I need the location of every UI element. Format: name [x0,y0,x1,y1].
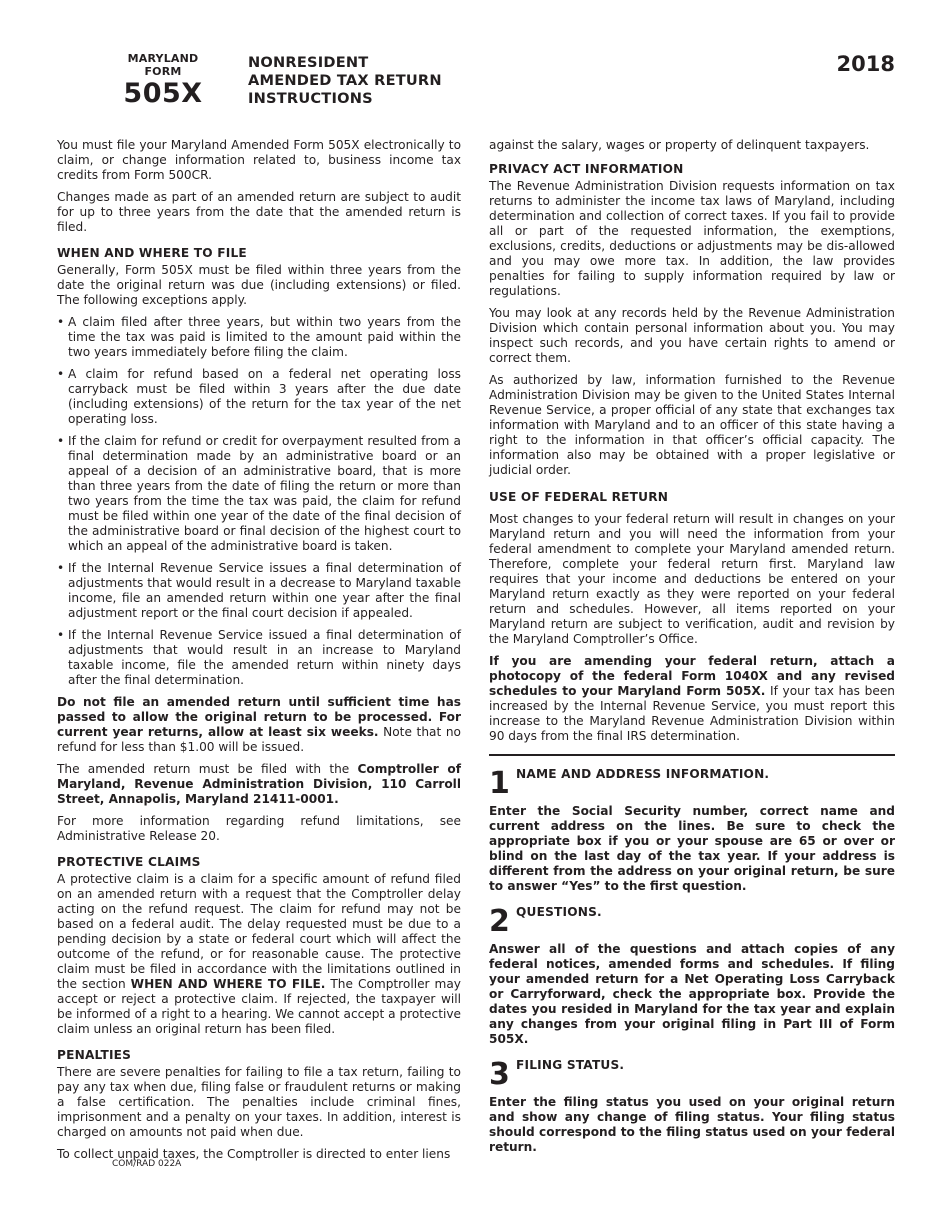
state-label: MARYLAND [127,52,199,65]
protective-claims-text: A protective claim is a claim for a specific amount of refund filed on an amended return with a request that the Comptroller delay acting on the refund request. The claim for refund may not be based on a federal audit. The delay requested must be due to a pending decision by a state or federal court which will affect the outcome of the refund, or for reasonable cause. The protective claim must be filed in accordance with the limitations outlined in the section [57,872,461,991]
federal-return-heading: USE OF FEDERAL RETURN [489,490,669,504]
exception-bullet [57,367,461,427]
intro-paragraph: You must file your Maryland Amended Form 505X electronically to claim, or change information related to, business income tax credits from Form 500CR. [57,138,461,182]
filing-address-intro: The amended return must be filed with the [57,762,358,776]
protective-claims-heading: PROTECTIVE CLAIMS [57,855,201,869]
audit-paragraph: Changes made as part of an amended return are subject to audit for up to three years from the date that the amended return is filed. [57,190,461,234]
section-reference: WHEN AND WHERE TO FILE. [130,977,326,991]
section-title: NAME AND ADDRESS INFORMATION. [516,767,770,781]
privacy-paragraph: You may look at any records held by the Revenue Administration Division which contain personal information about you. You may inspect such records, and you have certain rights to amend or correct them. [489,306,895,365]
bullet-text: A claim for refund based on a federal net operating loss carryback must be filed within 3 years after the due date (including extensions) of the return for the tax year of the net operating loss. [68,367,461,426]
more-info-paragraph: For more information regarding refund limitations, see Administrative Release 20. [57,814,461,843]
bullet-mark: • [57,367,65,381]
federal-amend-paragraph [489,654,895,744]
section-number: 1 [489,766,510,801]
line-instruction-section [489,766,895,894]
tax-year: 2018 [836,52,895,76]
privacy-paragraph: The Revenue Administration Division requests information on tax returns to administer the income tax laws of Maryland, including determination and collection of correct taxes. If you fail to provide all or part of the requested information, the exemptions, exclusions, credits, deductions or adjustments may be dis-allowed and you may owe more tax. In addition, the law provides penalties for failing to supply information required by law or regulations. [489,179,895,298]
section-text: Enter the Social Security number, correct name and current address on the lines. Be sure to check the appropriate box if you or your spouse are 65 or over or blind on the last day of the tax year. If your address is different from the address on your original return, be sure to answer “Yes” to the first question. [489,804,895,893]
filing-address-paragraph [57,762,461,807]
line-instruction-section [489,904,895,1047]
exception-bullet [57,628,461,688]
right-column [489,138,895,1165]
penalties-paragraph: There are severe penalties for failing to file a tax return, failing to pay any tax when due, filing false or fraudulent returns or making a false certification. The penalties include criminal fines, imprisonment and a penalty on your taxes. In addition, interest is charged on amounts not paid when due. [57,1065,461,1139]
bullet-text: If the Internal Revenue Service issued a final determination of adjustments that would result in an increase to Maryland taxable income, file the amended return within ninety days after the final determination. [68,628,461,687]
bullet-text: A claim filed after three years, but within two years from the time the tax was paid is limited to the amount paid within the two years immediately before filing the claim. [68,315,461,359]
exception-bullet [57,434,461,554]
processing-time-paragraph [57,695,461,755]
document-title [248,54,442,108]
when-where-paragraph: Generally, Form 505X must be filed within three years from the date the original return was due (including extensions) or filed. The following exceptions apply. [57,263,461,307]
when-where-heading: WHEN AND WHERE TO FILE [57,246,247,260]
bullet-mark: • [57,315,65,329]
title-line: AMENDED TAX RETURN [248,72,442,89]
section-text: Enter the filing status you used on your original return and show any change of filing status. Your filing status should correspond to the filing status used on your federal return. [489,1095,895,1154]
federal-return-paragraph: Most changes to your federal return will result in changes on your Maryland return and you will need the information from your federal amendment to complete your Maryland amended return. Therefore, complete your federal return first. Maryland law requires that your income and deductions be entered on your Maryland return exactly as they were reported on your federal return and schedules. However, all items reported on your Maryland return are subject to verification, audit and revision by the Maryland Comptroller’s Office. [489,512,895,646]
processing-time-bold: Do not file an amended return until sufficient time has passed to allow the original return to be processed. For current year returns, allow at least six weeks. [57,695,461,739]
left-column [57,138,461,1169]
section-header [489,904,895,940]
section-header [489,766,895,802]
section-number: 3 [489,1057,510,1092]
exception-bullet [57,315,461,360]
protective-claims-text-end: The Comptroller may accept or reject a protective claim. If rejected, the taxpayer will be informed of a right to a hearing. We cannot accept a protective claim unless an original return has been filed. [57,977,461,1036]
privacy-heading: PRIVACY ACT INFORMATION [489,162,684,176]
comptroller-address: Comptroller of Maryland, Revenue Administration Division, 110 Carroll Street, Annapolis, Maryland 21411-0001. [57,762,462,806]
penalties-heading: PENALTIES [57,1048,132,1062]
section-divider [489,754,895,756]
title-line: NONRESIDENT [248,54,369,71]
bullet-mark: • [57,628,65,642]
federal-amend-text: If your tax has been increased by the Internal Revenue Service, you must report this increase to the Maryland Revenue Administration Division within 90 days from the final IRS determination. [489,684,895,743]
protective-claims-paragraph [57,872,461,1037]
liens-continued: against the salary, wages or property of delinquent taxpayers. [489,138,870,152]
form-label: FORM [144,65,182,78]
section-title: FILING STATUS. [516,1058,625,1072]
section-header [489,1057,895,1093]
form-identifier [112,52,214,109]
bullet-mark: • [57,561,65,575]
bullet-mark: • [57,434,65,448]
privacy-paragraph: As authorized by law, information furnished to the Revenue Administration Division may be given to the United States Internal Revenue Service, a proper official of any state that exchanges tax information with Maryland and to an officer of this state having a right to the information in that officer’s official capacity. The information also may be obtained with a proper legislative or judicial order. [489,373,895,477]
line-instruction-section [489,1057,895,1155]
title-line: INSTRUCTIONS [248,90,373,107]
minimum-refund-text: Note that no refund for less than $1.00 will be issued. [57,725,461,754]
liens-paragraph: To collect unpaid taxes, the Comptroller is directed to enter liens [57,1147,451,1161]
form-number: 505X [123,78,203,109]
section-number: 2 [489,904,510,939]
federal-amend-bold: If you are amending your federal return, attach a photocopy of the federal Form 1040X and any revised schedules to your Maryland Form 505X. [489,654,895,698]
exception-bullet [57,561,461,621]
bullet-text: If the Internal Revenue Service issues a final determination of adjustments that would result in a decrease to Maryland taxable income, file an amended return within one year after the final adjustment report or the final court decision if appealed. [68,561,461,620]
bullet-text: If the claim for refund or credit for overpayment resulted from a final determination made by an administrative board or an appeal of a decision of an administrative board, that is more than three years from the date of filing the return or more than two years from the time the tax was paid, the claim for refund must be filed within one year of the date of the final decision of the administrative board or final decision of the highest court to which an appeal of the administrative board is taken. [68,434,461,553]
form-code: COM/RAD 022A [112,1159,182,1169]
section-title: QUESTIONS. [516,905,602,919]
section-text: Answer all of the questions and attach copies of any federal notices, amended forms and schedules. If filing your amended return for a Net Operating Loss Carryback or Carryforward, check the appropriate box. Provide the dates you resided in Maryland for the tax year and explain any changes from your original filing in Part III of Form 505X. [489,942,895,1046]
